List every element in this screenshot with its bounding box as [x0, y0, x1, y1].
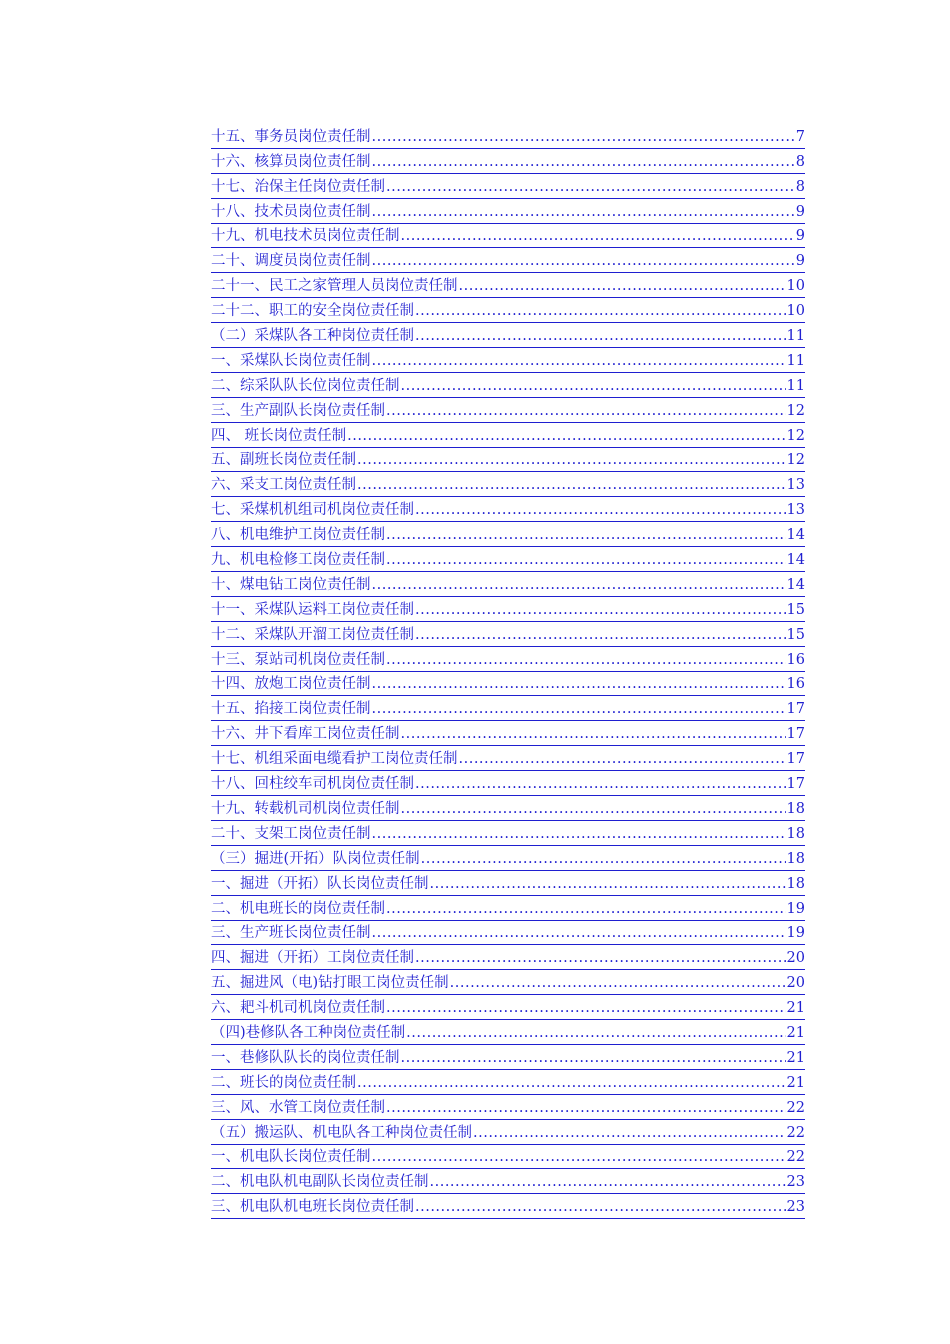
- toc-entry-page-number: 15: [786, 601, 805, 618]
- toc-entry-page-number: 17: [786, 701, 805, 718]
- toc-dot-leader: [372, 700, 786, 719]
- toc-dot-leader: [415, 302, 786, 321]
- toc-entry-link[interactable]: [211, 672, 805, 697]
- toc-dot-leader: [415, 1198, 786, 1217]
- toc-dot-leader: [372, 252, 795, 271]
- toc-dot-leader: [357, 1074, 786, 1093]
- toc-entry-link[interactable]: [211, 896, 805, 921]
- toc-entry-title: 十八、技术员岗位责任制: [211, 203, 371, 220]
- toc-entry-page-number: 8: [795, 178, 805, 195]
- toc-dot-leader: [357, 476, 786, 495]
- toc-entry-page-number: 13: [786, 502, 805, 519]
- toc-entry-link[interactable]: [211, 1169, 805, 1194]
- toc-entry-page-number: 17: [786, 776, 805, 793]
- toc-entry-page-number: 18: [786, 825, 805, 842]
- toc-entry-link[interactable]: [211, 522, 805, 547]
- toc-dot-leader: [401, 377, 786, 396]
- toc-entry-link[interactable]: [211, 796, 805, 821]
- toc-dot-leader: [459, 277, 786, 296]
- toc-entry-link[interactable]: [211, 124, 805, 149]
- toc-entry-title: 十七、治保主任岗位责任制: [211, 178, 385, 195]
- toc-entry-title: 二十、调度员岗位责任制: [211, 253, 371, 270]
- toc-dot-leader: [415, 501, 786, 520]
- toc-entry-title: 十三、泵站司机岗位责任制: [211, 651, 385, 668]
- toc-entry-title: 十四、放炮工岗位责任制: [211, 676, 371, 693]
- toc-dot-leader: [372, 924, 786, 943]
- toc-entry-page-number: 14: [786, 552, 805, 569]
- toc-entry-link[interactable]: [211, 846, 805, 871]
- toc-entry-title: 一、机电队长岗位责任制: [211, 1149, 371, 1166]
- toc-entry-page-number: 7: [795, 128, 805, 145]
- toc-entry-title: 二、班长的岗位责任制: [211, 1074, 356, 1091]
- toc-entry-link[interactable]: [211, 273, 805, 298]
- toc-entry-link[interactable]: [211, 1020, 805, 1045]
- toc-entry-link[interactable]: [211, 348, 805, 373]
- toc-entry-page-number: 12: [786, 427, 805, 444]
- toc-entry-title: 十九、机电技术员岗位责任制: [211, 228, 400, 245]
- toc-entry-title: 五、掘进风（电)钻打眼工岗位责任制: [211, 975, 449, 992]
- toc-entry-page-number: 21: [786, 1000, 805, 1017]
- toc-entry-link[interactable]: [211, 1070, 805, 1095]
- toc-entry-title: 十、煤电钻工岗位责任制: [211, 576, 371, 593]
- toc-dot-leader: [415, 327, 786, 346]
- toc-entry-page-number: 22: [786, 1099, 805, 1116]
- toc-entry-link[interactable]: [211, 448, 805, 473]
- toc-entry-link[interactable]: [211, 970, 805, 995]
- toc-entry-page-number: 12: [786, 452, 805, 469]
- toc-dot-leader: [430, 1173, 786, 1192]
- toc-entry-page-number: 19: [786, 900, 805, 917]
- toc-entry-page-number: 16: [786, 651, 805, 668]
- toc-entry-page-number: 17: [786, 751, 805, 768]
- toc-entry-page-number: 21: [786, 1074, 805, 1091]
- toc-entry-title: 十五、事务员岗位责任制: [211, 128, 371, 145]
- toc-entry-link[interactable]: [211, 149, 805, 174]
- toc-entry-title: 三、风、水管工岗位责任制: [211, 1099, 385, 1116]
- toc-entry-link[interactable]: [211, 771, 805, 796]
- toc-entry-page-number: 23: [786, 1174, 805, 1191]
- toc-entry-page-number: 9: [795, 228, 805, 245]
- toc-entry-title: 一、巷修队队长的岗位责任制: [211, 1049, 400, 1066]
- toc-dot-leader: [372, 576, 786, 595]
- toc-dot-leader: [415, 949, 786, 968]
- toc-dot-leader: [386, 402, 786, 421]
- toc-entry-link[interactable]: [211, 497, 805, 522]
- toc-entry-link[interactable]: [211, 1045, 805, 1070]
- toc-entry-page-number: 17: [786, 726, 805, 743]
- toc-entry-title: 十七、机组采面电缆看护工岗位责任制: [211, 751, 458, 768]
- toc-dot-leader: [473, 1124, 786, 1143]
- toc-entry-page-number: 8: [795, 153, 805, 170]
- toc-dot-leader: [450, 974, 786, 993]
- toc-entry-title: 三、生产班长岗位责任制: [211, 925, 371, 942]
- toc-entry-title: 十一、采煤队运料工岗位责任制: [211, 601, 414, 618]
- toc-entry-title: 二十、支架工岗位责任制: [211, 825, 371, 842]
- toc-entry-link[interactable]: [211, 373, 805, 398]
- toc-entry-title: 三、机电队机电班长岗位责任制: [211, 1199, 414, 1216]
- toc-dot-leader: [401, 800, 786, 819]
- toc-dot-leader: [401, 1049, 786, 1068]
- toc-dot-leader: [415, 626, 786, 645]
- toc-entry-title: （五）搬运队、机电队各工种岗位责任制: [211, 1124, 472, 1141]
- toc-entry-page-number: 16: [786, 676, 805, 693]
- toc-dot-leader: [386, 178, 795, 197]
- toc-dot-leader: [372, 1148, 786, 1167]
- toc-dot-leader: [459, 750, 786, 769]
- toc-entry-page-number: 21: [786, 1024, 805, 1041]
- toc-entry-title: 四、 班长岗位责任制: [211, 427, 347, 444]
- toc-entry-title: 一、掘进（开拓）队长岗位责任制: [211, 875, 429, 892]
- toc-dot-leader: [386, 551, 786, 570]
- toc-dot-leader: [401, 227, 795, 246]
- toc-entry-title: 十八、回柱绞车司机岗位责任制: [211, 776, 414, 793]
- toc-dot-leader: [372, 825, 786, 844]
- toc-entry-page-number: 13: [786, 477, 805, 494]
- toc-entry-title: （四)巷修队各工种岗位责任制: [211, 1024, 406, 1041]
- toc-entry-page-number: 23: [786, 1199, 805, 1216]
- toc-dot-leader: [372, 352, 786, 371]
- toc-entry-link[interactable]: [211, 1120, 805, 1145]
- toc-entry-link[interactable]: [211, 472, 805, 497]
- toc-dot-leader: [415, 775, 786, 794]
- toc-entry-link[interactable]: [211, 174, 805, 199]
- toc-entry-title: 五、副班长岗位责任制: [211, 452, 356, 469]
- toc-entry-title: 七、采煤机机组司机岗位责任制: [211, 502, 414, 519]
- toc-dot-leader: [347, 427, 785, 446]
- toc-entry-link[interactable]: [211, 323, 805, 348]
- toc-entry-title: 十五、掐接工岗位责任制: [211, 701, 371, 718]
- toc-dot-leader: [386, 651, 786, 670]
- toc-entry-title: 二、综采队队长位岗位责任制: [211, 377, 400, 394]
- toc-dot-leader: [386, 1099, 786, 1118]
- toc-entry-page-number: 12: [786, 402, 805, 419]
- toc-dot-leader: [372, 153, 795, 172]
- toc-entry-link[interactable]: [211, 224, 805, 249]
- toc-entry-link[interactable]: [211, 945, 805, 970]
- toc-entry-title: 二、机电队机电副队长岗位责任制: [211, 1174, 429, 1191]
- toc-entry-title: （二）采煤队各工种岗位责任制: [211, 328, 414, 345]
- toc-entry-title: 十九、转载机司机岗位责任制: [211, 800, 400, 817]
- toc-entry-page-number: 11: [786, 377, 805, 394]
- toc-entry-page-number: 18: [786, 800, 805, 817]
- toc-entry-link[interactable]: [211, 622, 805, 647]
- toc-entry-title: 十二、采煤队开溜工岗位责任制: [211, 626, 414, 643]
- toc-entry-page-number: 11: [786, 328, 805, 345]
- toc-entry-page-number: 9: [795, 253, 805, 270]
- toc-entry-link[interactable]: [211, 398, 805, 423]
- toc-dot-leader: [372, 675, 786, 694]
- toc-entry-link[interactable]: [211, 248, 805, 273]
- toc-entry-title: 九、机电检修工岗位责任制: [211, 552, 385, 569]
- toc-entry-link[interactable]: [211, 1145, 805, 1170]
- toc-entry-page-number: 9: [795, 203, 805, 220]
- toc-entry-link[interactable]: [211, 1194, 805, 1219]
- toc-entry-link[interactable]: [211, 1095, 805, 1120]
- toc-entry-page-number: 10: [786, 303, 805, 320]
- toc-entry-title: 六、耙斗机司机岗位责任制: [211, 1000, 385, 1017]
- table-of-contents: [211, 124, 805, 1219]
- toc-dot-leader: [415, 601, 786, 620]
- toc-dot-leader: [386, 900, 786, 919]
- toc-entry-title: 四、掘进（开拓）工岗位责任制: [211, 950, 414, 967]
- toc-entry-title: 三、生产副队长岗位责任制: [211, 402, 385, 419]
- toc-dot-leader: [421, 850, 786, 869]
- toc-entry-title: 二十二、职工的安全岗位责任制: [211, 303, 414, 320]
- toc-entry-title: （三）掘进(开拓）队岗位责任制: [211, 850, 420, 867]
- toc-entry-link[interactable]: [211, 199, 805, 224]
- toc-entry-link[interactable]: [211, 572, 805, 597]
- toc-entry-link[interactable]: [211, 746, 805, 771]
- toc-entry-link[interactable]: [211, 298, 805, 323]
- toc-dot-leader: [430, 875, 786, 894]
- toc-entry-title: 二、机电班长的岗位责任制: [211, 900, 385, 917]
- toc-dot-leader: [386, 999, 786, 1018]
- toc-entry-page-number: 19: [786, 925, 805, 942]
- toc-dot-leader: [357, 451, 786, 470]
- toc-entry-page-number: 11: [786, 352, 805, 369]
- toc-entry-page-number: 15: [786, 626, 805, 643]
- toc-entry-link[interactable]: [211, 696, 805, 721]
- toc-entry-page-number: 18: [786, 850, 805, 867]
- toc-entry-page-number: 14: [786, 527, 805, 544]
- toc-entry-title: 十六、井下看库工岗位责任制: [211, 726, 400, 743]
- toc-entry-page-number: 14: [786, 576, 805, 593]
- toc-entry-page-number: 22: [786, 1149, 805, 1166]
- toc-entry-title: 二十一、民工之家管理人员岗位责任制: [211, 278, 458, 295]
- toc-dot-leader: [372, 128, 795, 147]
- toc-entry-page-number: 20: [786, 975, 805, 992]
- toc-entry-link[interactable]: [211, 647, 805, 672]
- toc-entry-page-number: 22: [786, 1124, 805, 1141]
- toc-entry-link[interactable]: [211, 871, 805, 896]
- toc-dot-leader: [386, 526, 786, 545]
- toc-entry-page-number: 21: [786, 1049, 805, 1066]
- toc-entry-link[interactable]: [211, 423, 805, 448]
- toc-dot-leader: [401, 725, 786, 744]
- toc-dot-leader: [372, 203, 795, 222]
- toc-entry-link[interactable]: [211, 995, 805, 1020]
- toc-entry-page-number: 10: [786, 278, 805, 295]
- toc-entry-link[interactable]: [211, 821, 805, 846]
- toc-entry-page-number: 20: [786, 950, 805, 967]
- toc-entry-title: 一、采煤队长岗位责任制: [211, 352, 371, 369]
- toc-dot-leader: [406, 1024, 785, 1043]
- toc-entry-title: 八、机电维护工岗位责任制: [211, 527, 385, 544]
- toc-entry-page-number: 18: [786, 875, 805, 892]
- toc-entry-link[interactable]: [211, 921, 805, 946]
- toc-entry-title: 十六、核算员岗位责任制: [211, 153, 371, 170]
- toc-entry-link[interactable]: [211, 597, 805, 622]
- toc-entry-link[interactable]: [211, 721, 805, 746]
- toc-entry-title: 六、采支工岗位责任制: [211, 477, 356, 494]
- toc-entry-link[interactable]: [211, 547, 805, 572]
